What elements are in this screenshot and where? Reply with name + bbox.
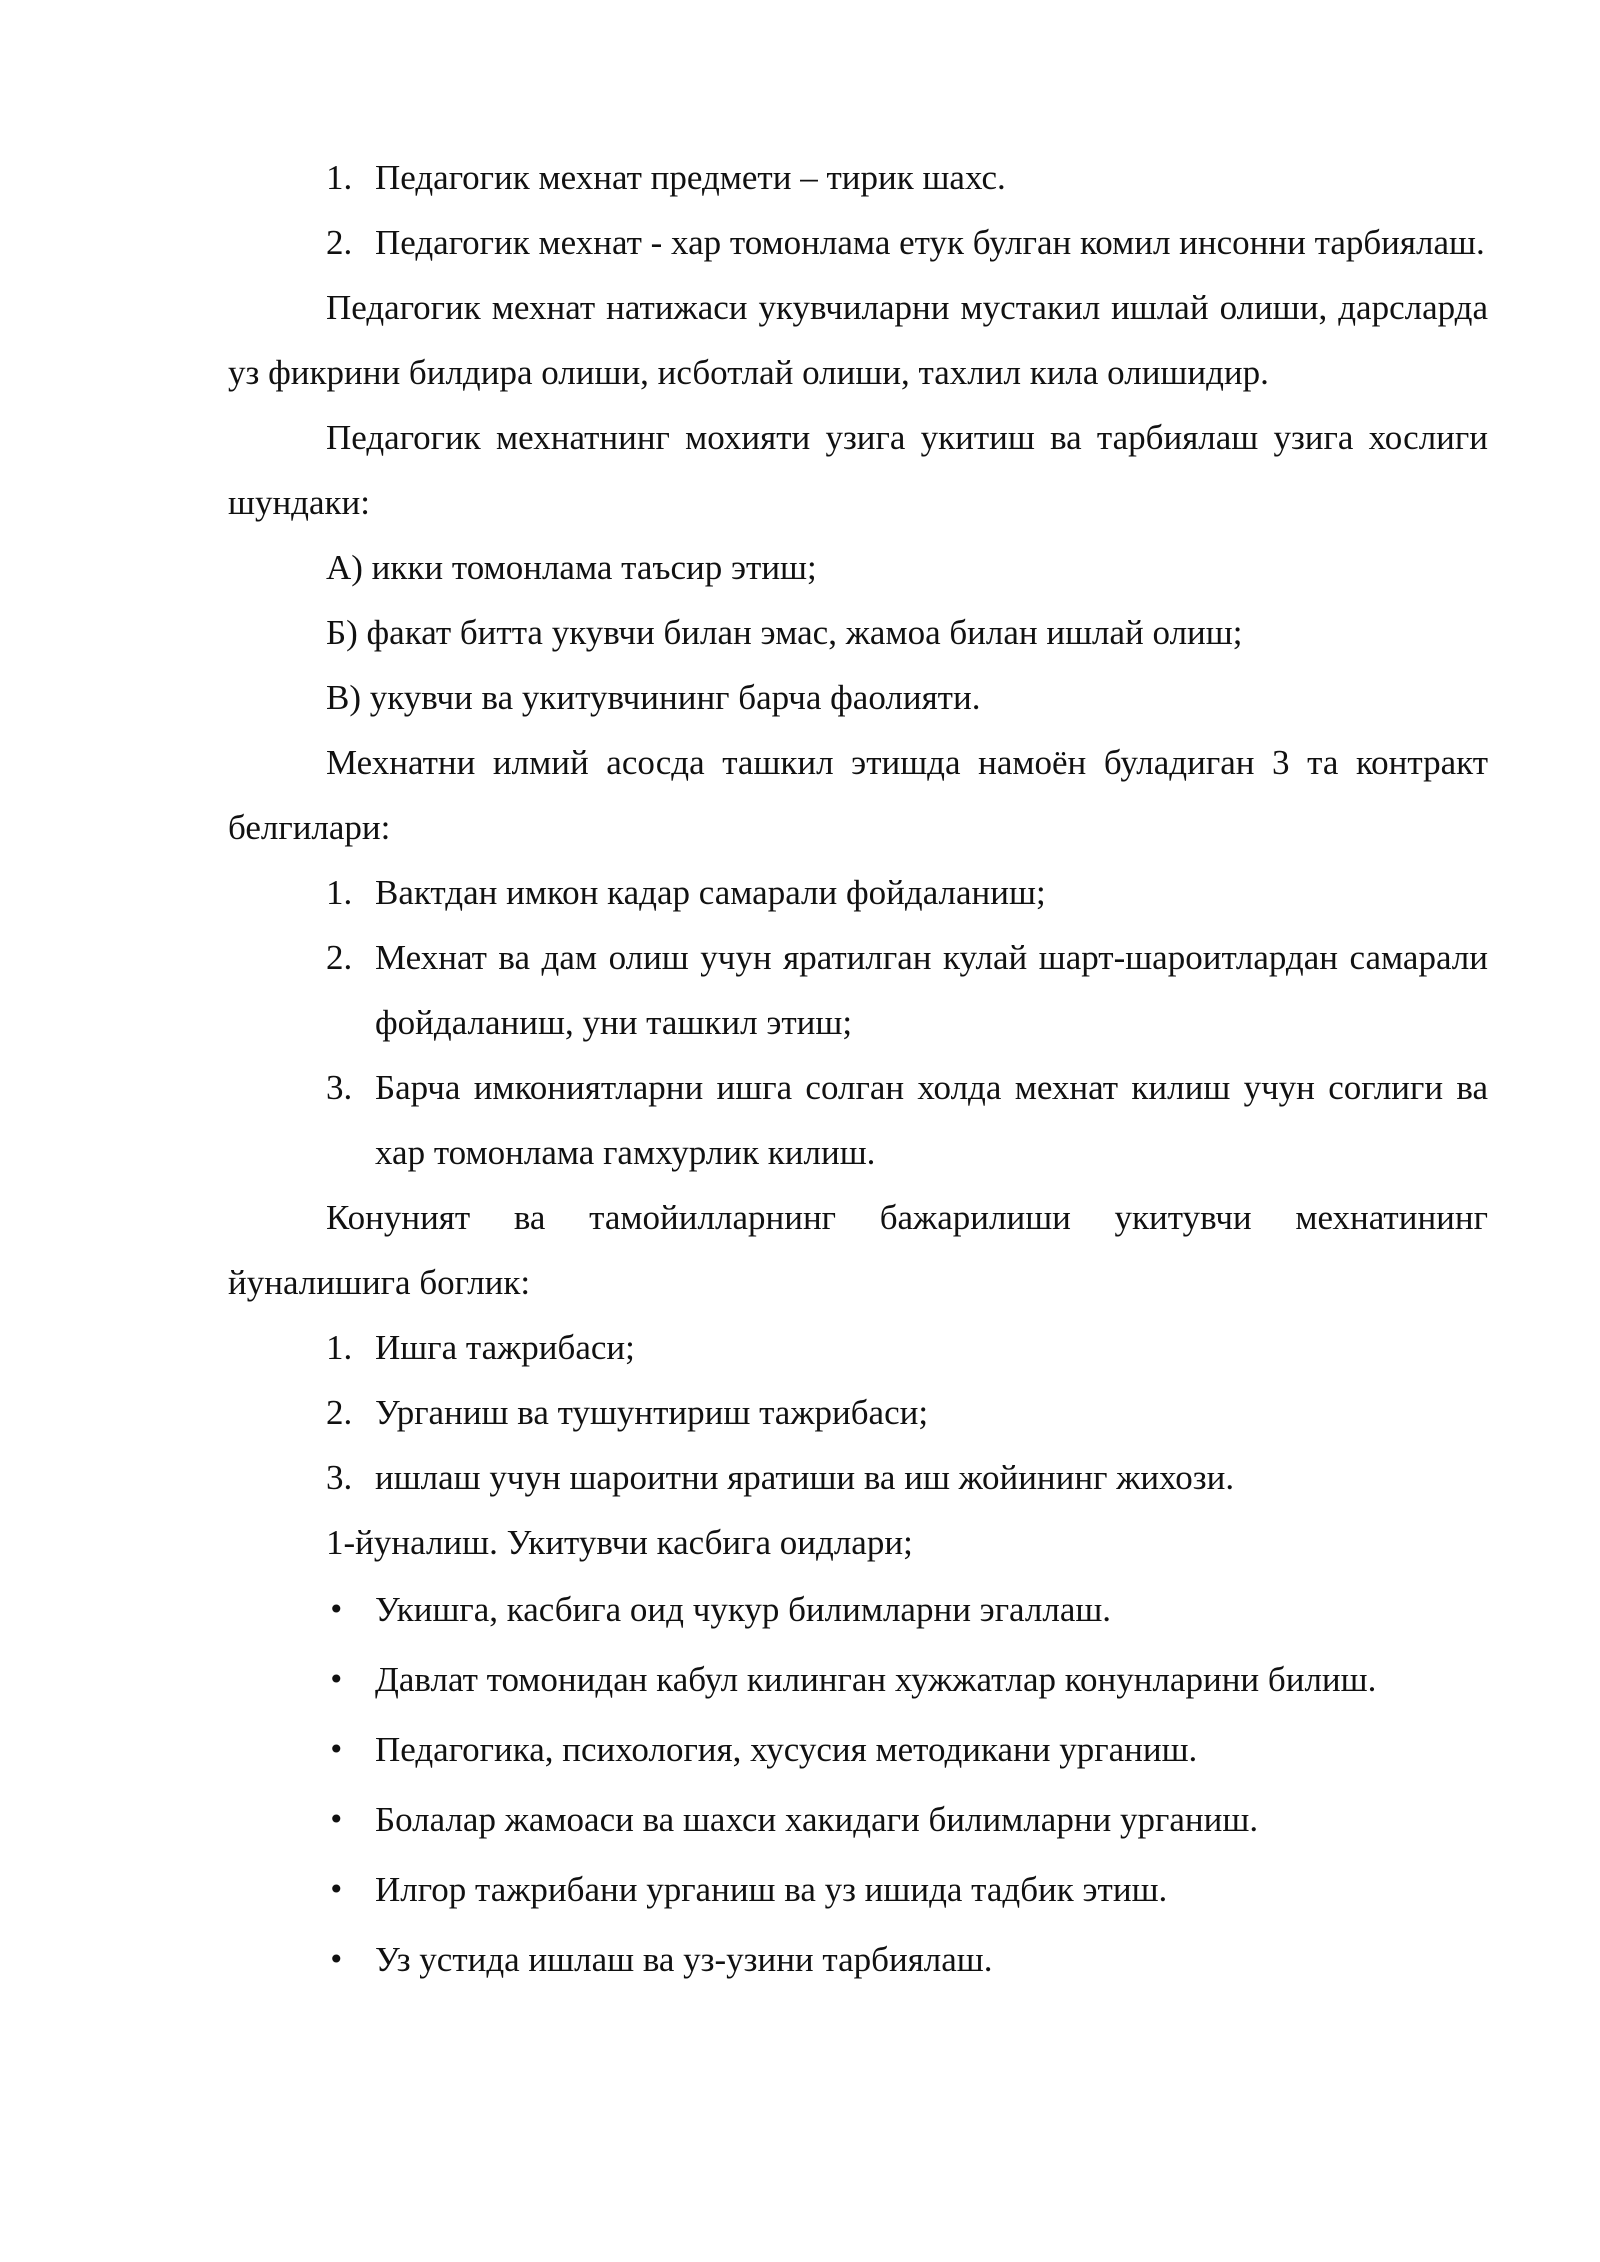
list-item-text: Урганиш ва тушунтириш тажрибаси; xyxy=(375,1393,929,1432)
list-number: 3. xyxy=(326,1068,353,1107)
list-item xyxy=(228,1055,1488,1185)
bullet-item-text: Уз устида ишлаш ва уз-узини тарбиялаш. xyxy=(375,1940,993,1979)
list-item xyxy=(228,925,1488,1055)
list-item xyxy=(228,1445,1488,1510)
list-item xyxy=(228,1315,1488,1380)
list-item-text: Педагогик мехнат предмети – тирик шахс. xyxy=(375,158,1006,197)
bullet-icon: • xyxy=(328,1943,345,1976)
paragraph-result: Педагогик мехнат натижаси укувчиларни мустакил ишлай олиши, дарсларда уз фикрини билдира олиши, исботлай олиши, тахлил кила олишидир. xyxy=(228,288,1488,392)
lettered-item-v: В) укувчи ва укитувчининг барча фаолияти. xyxy=(326,678,981,717)
bullet-item xyxy=(228,1575,1488,1645)
bullet-item xyxy=(228,1925,1488,1995)
list-number: 1. xyxy=(326,873,353,912)
bullet-icon: • xyxy=(328,1803,345,1836)
bullet-item xyxy=(228,1785,1488,1855)
numbered-list-2 xyxy=(228,860,1488,1185)
bullet-item-text: Болалар жамоаси ва шахси хакидаги билимларни урганиш. xyxy=(375,1800,1259,1839)
list-item-text: Ишга тажрибаси; xyxy=(375,1328,635,1367)
bullet-item-text: Укишга, касбига оид чукур билимларни эгаллаш. xyxy=(375,1590,1112,1629)
bullet-item-text: Илгор тажрибани урганиш ва уз ишида тадбик этиш. xyxy=(375,1870,1168,1909)
list-number: 3. xyxy=(326,1458,353,1497)
document-body xyxy=(228,145,1488,1995)
bullet-item-text: Давлат томонидан кабул килинган хужжатлар конунларини билиш. xyxy=(375,1660,1377,1699)
list-item-text: ишлаш учун шароитни яратиши ва иш жойининг жихози. xyxy=(375,1458,1235,1497)
list-item-text: Педагогик мехнат - хар томонлама етук булган комил инсонни тарбиялаш. xyxy=(375,223,1485,262)
bullet-icon: • xyxy=(328,1873,345,1906)
list-item-text: Вактдан имкон кадар самарали фойдаланиш; xyxy=(375,873,1046,912)
numbered-list-1 xyxy=(228,145,1488,275)
list-number: 1. xyxy=(326,158,353,197)
list-number: 2. xyxy=(326,938,353,977)
list-item-text: Барча имкониятларни ишга солган холда мехнат килиш учун соглиги ва хар томонлама гамхурлик килиш. xyxy=(375,1068,1488,1172)
list-number: 1. xyxy=(326,1328,353,1367)
numbered-list-3 xyxy=(228,1315,1488,1510)
list-item xyxy=(228,145,1488,210)
lettered-item-b: Б) факат битта укувчи билан эмас, жамоа билан ишлай олиш; xyxy=(326,613,1243,652)
bullet-icon: • xyxy=(328,1733,345,1766)
bullet-item xyxy=(228,1645,1488,1715)
list-item xyxy=(228,210,1488,275)
bullet-item xyxy=(228,1715,1488,1785)
list-number: 2. xyxy=(326,1393,353,1432)
list-number: 2. xyxy=(326,223,353,262)
paragraph-contract-signs: Мехнатни илмий асосда ташкил этишда намоён буладиган 3 та контракт белгилари: xyxy=(228,743,1488,847)
bullet-item-text: Педагогика, психология, хусусия методикани урганиш. xyxy=(375,1730,1198,1769)
bullet-icon: • xyxy=(328,1593,345,1626)
list-item-text: Мехнат ва дам олиш учун яратилган кулай шарт-шароитлардан самарали фойдаланиш, уни ташкил этиш; xyxy=(375,938,1488,1042)
paragraph-principles: Конуният ва тамойилларнинг бажарилиши укитувчи мехнатининг йуналишига боглик: xyxy=(228,1198,1488,1302)
paragraph-direction-1: 1-йуналиш. Укитувчи касбига оидлари; xyxy=(326,1523,913,1562)
bullet-list xyxy=(228,1575,1488,1995)
list-item xyxy=(228,860,1488,925)
bullet-item xyxy=(228,1855,1488,1925)
list-item xyxy=(228,1380,1488,1445)
paragraph-essence: Педагогик мехнатнинг мохияти узига укитиш ва тарбиялаш узига хослиги шундаки: xyxy=(228,418,1488,522)
lettered-item-a: А) икки томонлама таъсир этиш; xyxy=(326,548,817,587)
bullet-icon: • xyxy=(328,1663,345,1696)
